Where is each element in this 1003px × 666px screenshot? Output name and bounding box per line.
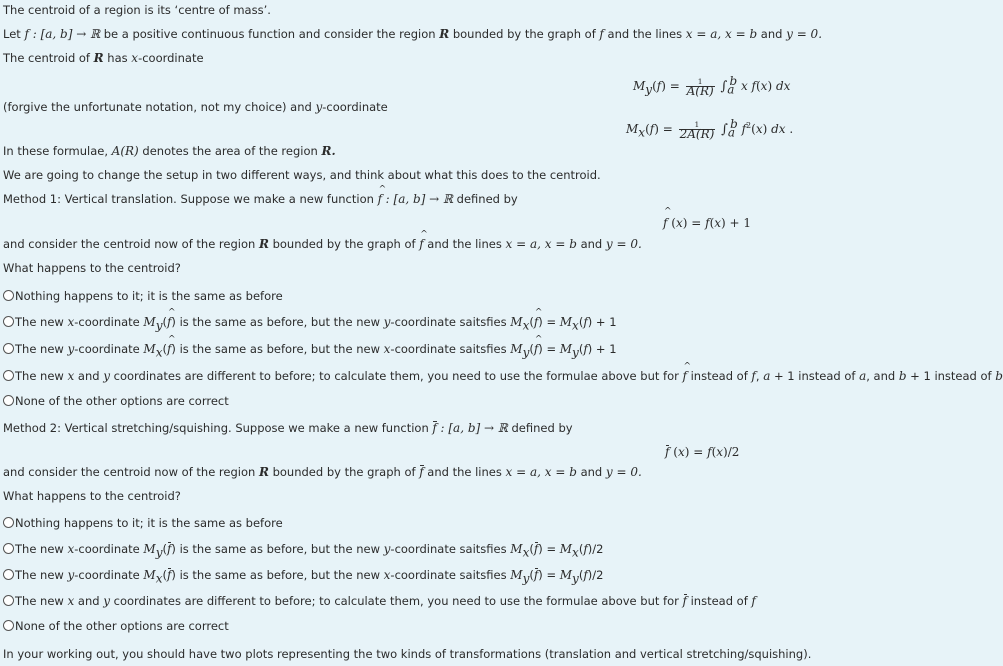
method2-option-3[interactable]: The new y-coordinate $M_x(f)$ is the same as before, but the new x-coordinate saitsfies $M_y(f) = M_y(f)/2$	[3, 568, 603, 585]
method2-option-4[interactable]: The new x and y coordinates are different to before; to calculate them, you need to use the formulae above but for f instead of f	[3, 594, 756, 608]
radio-button[interactable]	[3, 595, 14, 606]
radio-button[interactable]	[3, 370, 14, 381]
radio-button[interactable]	[3, 517, 14, 528]
method1-heading: Method 1: Vertical translation. Suppose we make a new function ^ f : [a, b] → ℝ defined by	[3, 192, 518, 206]
intro-line: The centroid of a region is its ‘centre of mass’.	[3, 3, 271, 17]
method2-heading: Method 2: Vertical stretching/squishing. Suppose we make a new function f : [a, b] → ℝ defined by	[3, 421, 573, 435]
forgive-line: (forgive the unfortunate notation, not my choice) and y-coordinate	[3, 100, 388, 114]
method2-option-1[interactable]: Nothing happens to it; it is the same as before	[3, 516, 283, 530]
method1-option-4[interactable]: The new x and y coordinates are different to before; to calculate them, you need to use the formulae above but for ^ f instead of f, a + 1 instead of a, and b + 1 instead of b	[3, 369, 1003, 383]
radio-button[interactable]	[3, 620, 14, 631]
radio-button[interactable]	[3, 343, 14, 354]
footer-instruction: In your working out, you should have two plots representing the two kinds of transformations (translation and vertical stretching/squishing).	[3, 647, 812, 661]
method1-option-2[interactable]: The new x-coordinate $M_y(\^{}$ f) is the same as before, but the new y-coordinate saitsfies $M_x(\^{}$ $f) = M_x(f) + 1$	[3, 315, 617, 332]
method1-definition: ^ f (x) = f(x) + 1	[663, 216, 751, 230]
radio-button[interactable]	[3, 395, 14, 406]
radio-button[interactable]	[3, 290, 14, 301]
radio-button[interactable]	[3, 543, 14, 554]
area-line: In these formulae, A(R) denotes the area of the region R.	[3, 144, 336, 158]
formula-mx: $M_x(f)$ = $\frac{1}{2A(R)}$ $\int_a^b$ $f^2(x)$ dx .	[626, 117, 794, 141]
change-line: We are going to change the setup in two different ways, and think about what this does to the centroid.	[3, 168, 601, 182]
method1-option-1[interactable]: Nothing happens to it; it is the same as before	[3, 289, 283, 303]
method2-option-2[interactable]: The new x-coordinate $M_y(f)$ is the same as before, but the new y-coordinate saitsfies $M_x(f) = M_x(f)/2$	[3, 542, 603, 559]
method2-consider: and consider the centroid now of the region R bounded by the graph of f and the lines x = a, x = b and y = 0.	[3, 465, 642, 479]
method2-option-5[interactable]: None of the other options are correct	[3, 619, 229, 633]
centroid-x-line: The centroid of R has x-coordinate	[3, 51, 204, 65]
method1-consider: and consider the centroid now of the region R bounded by the graph of ^ f and the lines x = a, x = b and y = 0.	[3, 237, 642, 251]
radio-button[interactable]	[3, 316, 14, 327]
method2-definition: f (x) = f(x)/2	[665, 445, 740, 459]
method2-question: What happens to the centroid?	[3, 489, 181, 503]
radio-button[interactable]	[3, 569, 14, 580]
method1-option-5[interactable]: None of the other options are correct	[3, 394, 229, 408]
formula-my: $M_y(f)$ = $\frac{1}{A(R)}$ $\int_a^b$ x f(x) dx	[633, 74, 791, 98]
method1-question: What happens to the centroid?	[3, 261, 181, 275]
method1-option-3[interactable]: The new y-coordinate $M_x(\^{}$ f) is the same as before, but the new x-coordinate saitsfies $M_y(\^{}$ $f) = M_y(f) + 1$	[3, 342, 617, 359]
function-definition-line: Let f : [a, b] → ℝ be a positive continuous function and consider the region R bounded by the graph of f and the lines x = a, x = b and y = 0.	[3, 27, 823, 41]
